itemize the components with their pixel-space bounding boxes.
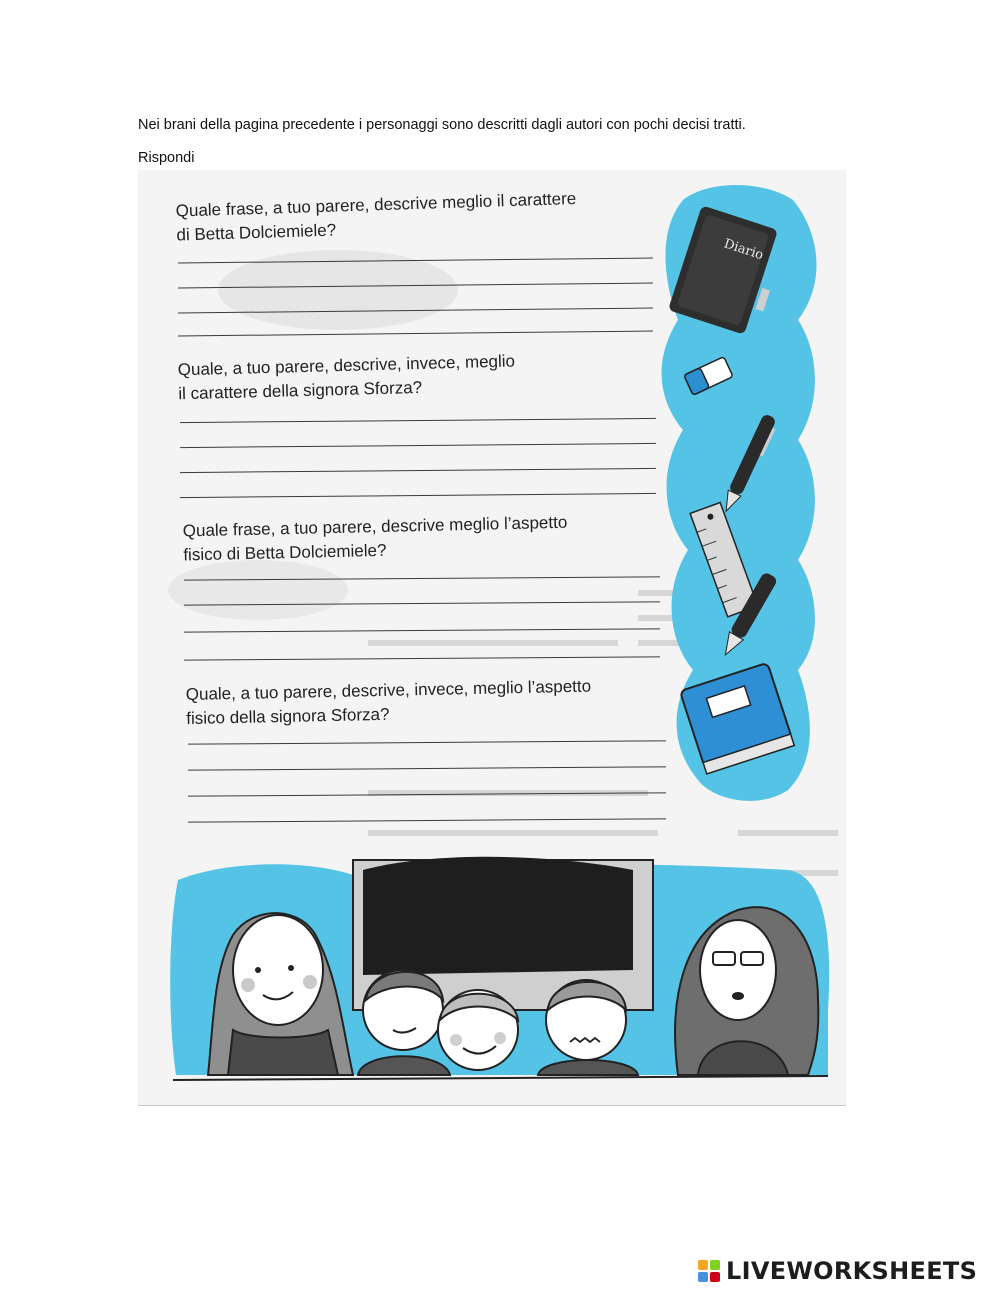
child-2-figure	[438, 990, 518, 1070]
logo-grid-icon	[698, 1260, 720, 1282]
worksheet-scan	[138, 170, 846, 1106]
question-1: Quale frase, a tuo parere, descrive meglio il carattere di Betta Dolciemiele?	[175, 188, 577, 245]
question-3: Quale frase, a tuo parere, descrive meglio l’aspetto fisico di Betta Dolciemiele?	[182, 512, 568, 565]
logo-square-2	[710, 1260, 720, 1270]
intro-text: Nei brani della pagina precedente i personaggi sono descritti dagli autori con pochi decisi tratti.	[138, 117, 746, 133]
classroom-illustration	[138, 170, 846, 1105]
logo-text: LIVEWORKSHEETS	[726, 1257, 978, 1285]
logo-square-1	[698, 1260, 708, 1270]
question-2: Quale, a tuo parere, descrive, invece, meglio il carattere della signora Sforza?	[177, 351, 516, 404]
instruction-text: Rispondi	[138, 150, 195, 166]
question-4: Quale, a tuo parere, descrive, invece, meglio l’aspetto fisico della signora Sforza?	[185, 676, 592, 729]
liveworksheets-logo[interactable]	[698, 1256, 977, 1286]
svg-text:Diario: Diario	[721, 236, 766, 264]
logo-square-4	[710, 1272, 720, 1282]
logo-square-3	[698, 1272, 708, 1282]
